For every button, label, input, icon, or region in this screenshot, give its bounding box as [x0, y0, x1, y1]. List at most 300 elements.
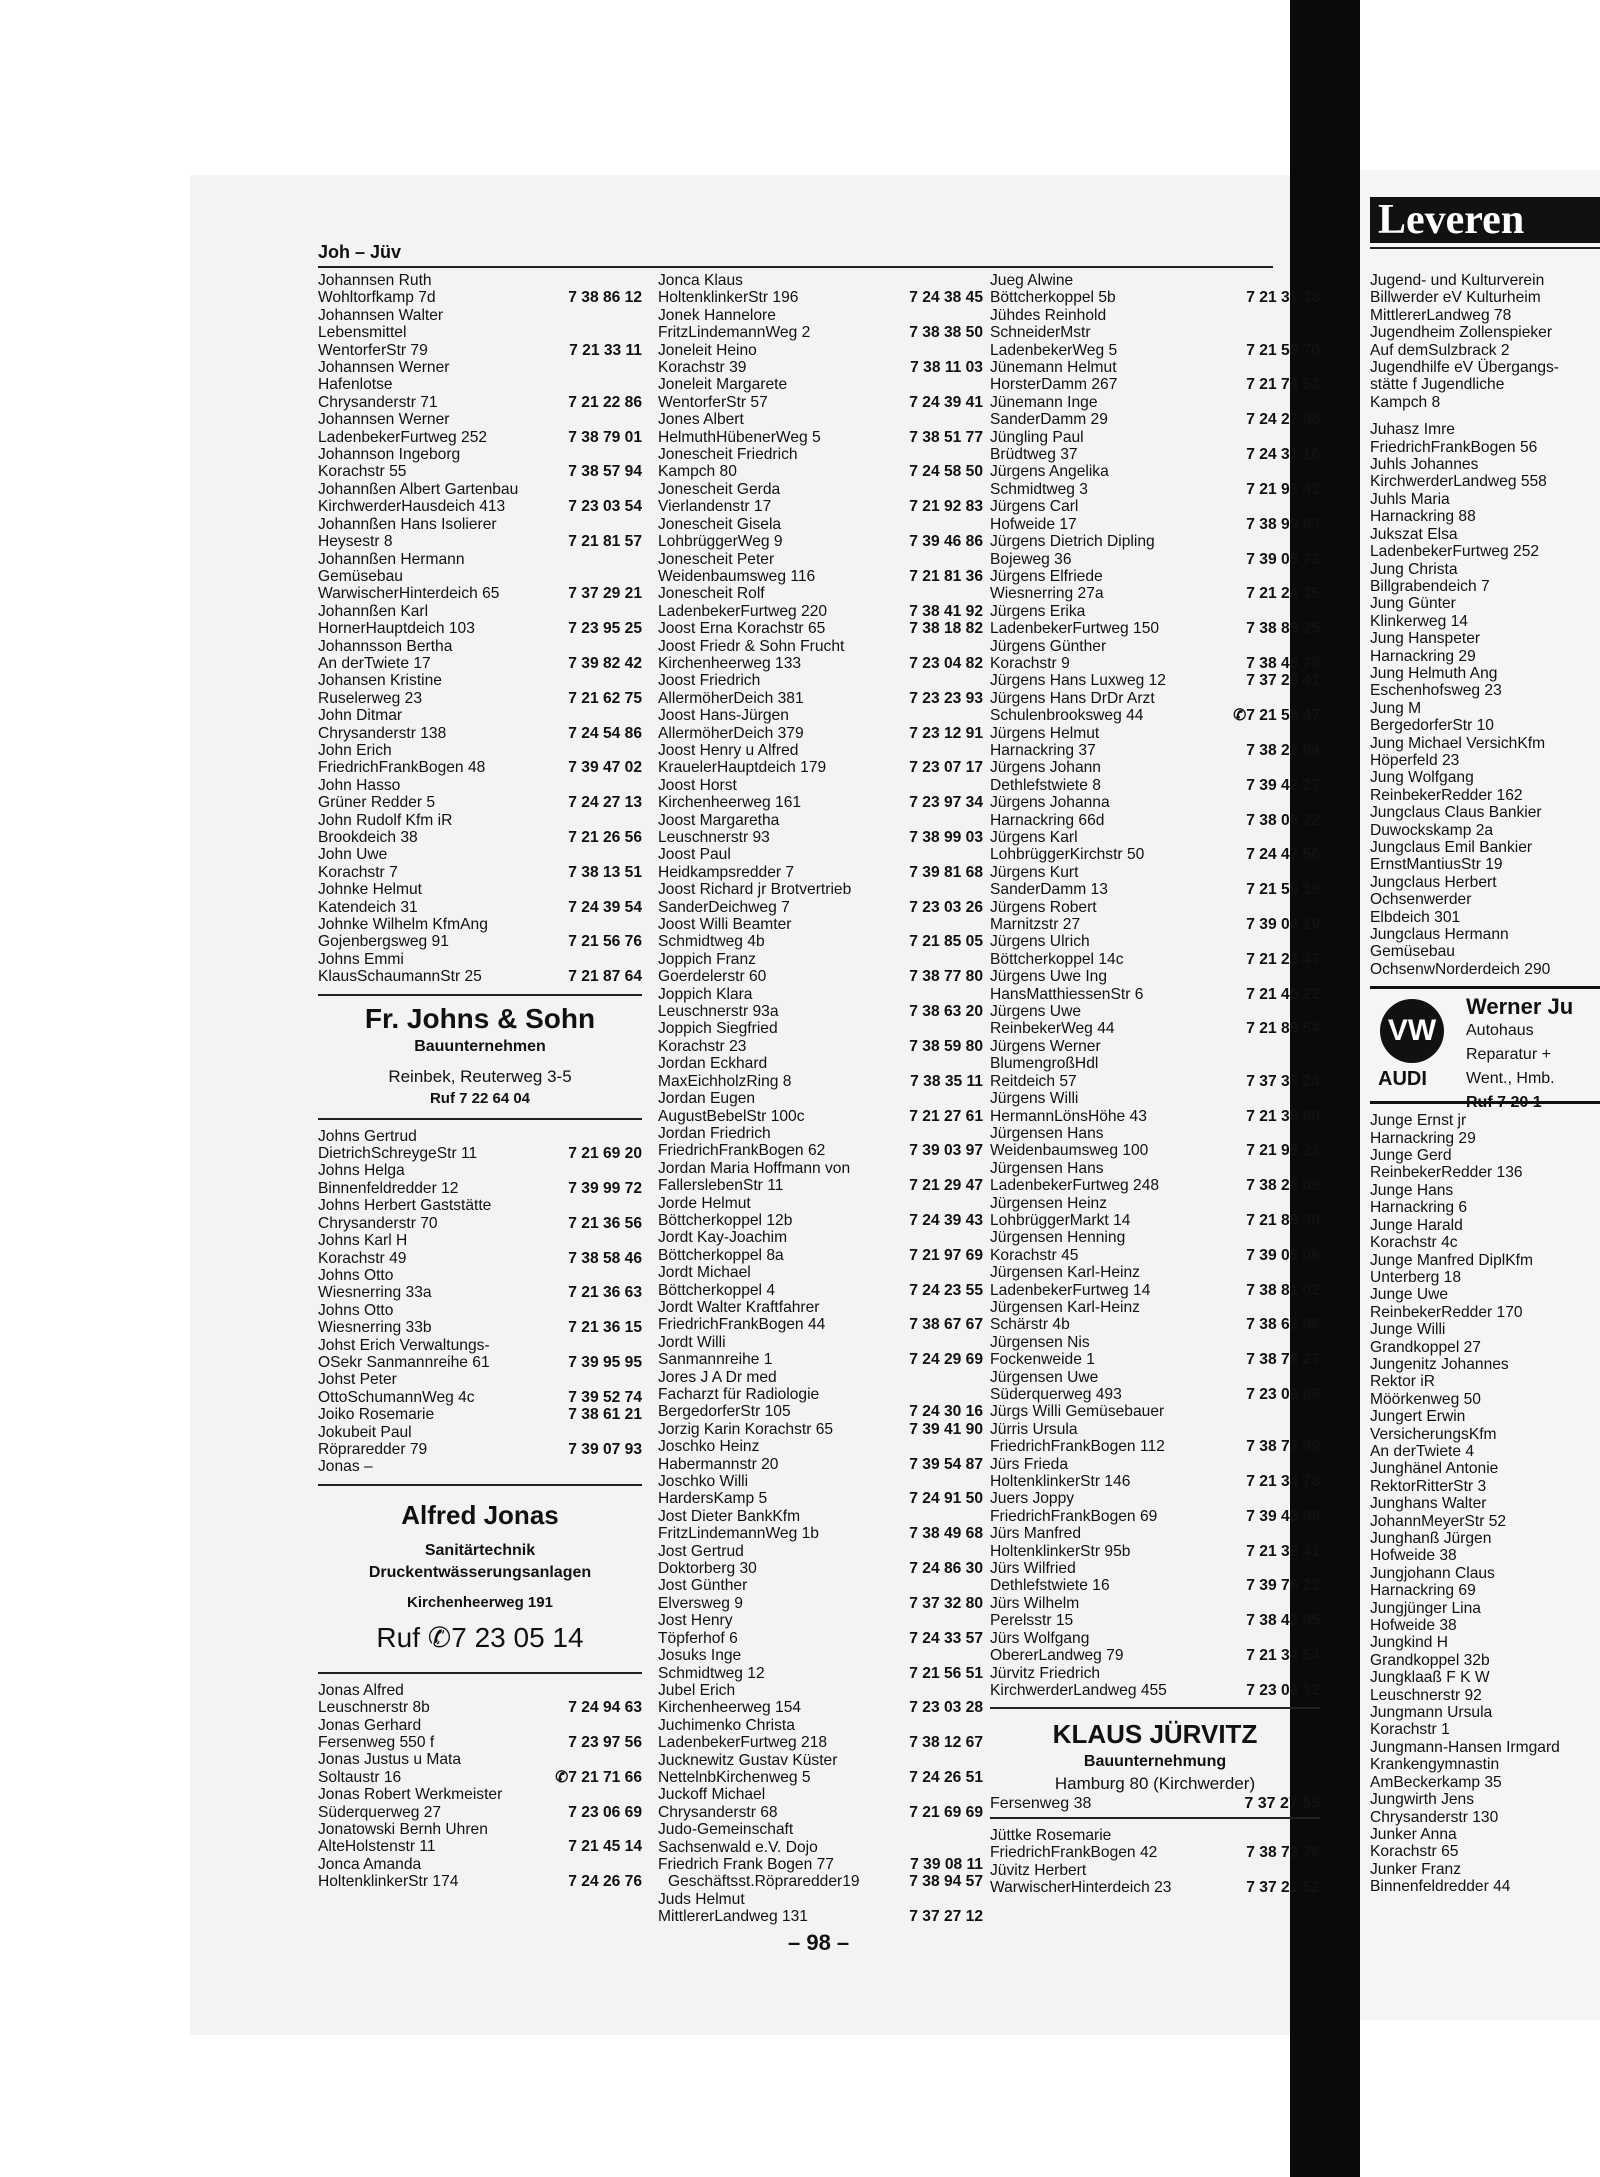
entry-name: Jürgens Werner BlumengroßHdl Reitdeich 57	[990, 1037, 1101, 1090]
entry-name: Jonek Hannelore FritzLindemannWeg 2	[658, 306, 811, 342]
directory-entry: Junge Ernst jr Harnackring 29	[1370, 1112, 1476, 1147]
directory-entry: Jungclaus Herbert Ochsenwerder Elbdeich 301	[1370, 873, 1497, 926]
directory-entry	[990, 1003, 1320, 1038]
entry-name: Johst Peter OttoSchumannWeg 4c	[318, 1371, 475, 1406]
entry-name: Jühdes Reinhold SchneiderMstr LadenbekerWeg 5	[990, 306, 1118, 359]
entry-name: Joppich Franz Goerdelerstr 60	[658, 950, 767, 986]
entry-name: Jürgens Erika LadenbekerFurtweg 150	[990, 602, 1160, 638]
entry-name: Johannsen Werner LadenbekerFurtweg 252	[318, 411, 488, 446]
ad-phone: Ruf ✆7 23 05 14	[376, 1621, 584, 1653]
directory-entry	[990, 1862, 1320, 1897]
entry-phone: 7 38 58 46	[568, 1249, 642, 1267]
entry-name: Joost Paul Heidkampsredder 7	[658, 846, 795, 881]
directory-entry	[990, 272, 1320, 307]
directory-entry: Jungclaus Hermann Gemüsebau OchsenwNorderdeich 290	[1370, 926, 1551, 978]
entry-phone: 7 24 47 56	[1246, 846, 1320, 864]
entry-name: Joost Erna Korachstr 65	[658, 620, 826, 638]
entry-phone: 7 21 81 57	[568, 533, 642, 551]
entry-phone: 7 23 97 56	[568, 1734, 642, 1751]
directory-entry	[990, 1369, 1320, 1404]
entry-phone: 7 24 94 63	[568, 1699, 642, 1717]
entry-name: Jonas –	[318, 1458, 373, 1476]
directory-entry	[318, 1337, 642, 1372]
entry-name: John Hasso Grüner Redder 5	[318, 776, 436, 812]
entry-phone: 7 21 59 19	[1246, 881, 1320, 899]
entry-phone: 7 39 76 22	[1246, 1577, 1320, 1595]
entry-phone: 7 39 47 02	[568, 759, 642, 777]
entry-name: Jürgensen Henning Korachstr 45	[990, 1229, 1126, 1264]
entry-phone: 7 21 49 22	[1246, 985, 1320, 1003]
directory-entry	[658, 1473, 983, 1508]
entry-phone: 7 38 18 82	[909, 620, 983, 638]
directory-entry	[318, 916, 642, 951]
directory-entry	[658, 376, 983, 411]
entry-name: Johst Erich Verwaltungs- OSekr Sanmannreihe 61	[318, 1336, 490, 1371]
directory-entry	[658, 1438, 983, 1473]
directory-entry	[990, 829, 1320, 864]
entry-name: Jürgens Carl Hofweide 17	[990, 498, 1079, 533]
directory-entry	[990, 1827, 1320, 1862]
entry-phone: 7 38 99 03	[909, 829, 983, 846]
vw-logo-icon: VW	[1380, 999, 1444, 1063]
directory-entry	[990, 899, 1320, 934]
entry-name: Jordt Kay-Joachim Böttcherkoppel 8a	[658, 1229, 788, 1264]
directory-entry	[990, 672, 1320, 689]
ad-alfred-jonas	[318, 1484, 642, 1674]
directory-entry	[990, 1403, 1320, 1420]
directory-entry	[990, 429, 1320, 464]
directory-entry	[318, 881, 642, 916]
entry-name: Joost Horst Kirchenheerweg 161	[658, 776, 802, 812]
entry-phone: 7 38 86 12	[568, 289, 642, 307]
entry-phone: 7 21 93 42	[1246, 480, 1320, 498]
entries-c4a	[1370, 272, 1600, 978]
entry-name: John Uwe Korachstr 7	[318, 846, 398, 881]
directory-entry	[990, 1525, 1320, 1560]
directory-entry	[658, 1125, 983, 1160]
entry-phone: 7 24 23 55	[909, 1281, 983, 1299]
directory-entry	[658, 1160, 983, 1195]
entry-name: Jonescheit Rolf LadenbekerFurtweg 220	[658, 585, 828, 620]
directory-entry	[990, 1665, 1320, 1700]
entry-phone: 7 39 52 74	[568, 1388, 642, 1406]
entry-phone: 7 38 79 01	[568, 428, 642, 446]
entry-phone: 7 21 69 69	[909, 1803, 983, 1821]
entry-phone: 7 39 99 72	[568, 1179, 642, 1197]
entry-phone: 7 38 38 50	[909, 324, 983, 342]
entry-phone: 7 39 42 27	[1246, 776, 1320, 794]
entry-phone: 7 21 96 23	[1246, 1142, 1320, 1160]
entry-name: Johannsen Werner Hafenlotse Chrysanderstr 71	[318, 359, 450, 411]
entry-phone: 7 24 86 30	[909, 1560, 983, 1578]
entry-phone: 7 21 36 63	[568, 1284, 642, 1302]
directory-entry: Jung Günter Klinkerweg 14	[1370, 595, 1468, 630]
directory-entry	[318, 1302, 642, 1337]
entry-phone: 7 21 85 05	[909, 933, 983, 951]
entry-name: Jürgensen Hans Weidenbaumsweg 100	[990, 1124, 1149, 1160]
directory-entry	[318, 1821, 642, 1856]
directory-entry	[990, 1334, 1320, 1369]
vw-ad-line3: Went., Hmb.	[1466, 1070, 1555, 1088]
entry-phone: 7 21 59 70	[1246, 341, 1320, 359]
entry-phone: 7 24 27 13	[568, 794, 642, 812]
entry-name: Jürgens Helmut Harnackring 37	[990, 724, 1100, 759]
entry-name: Jürs Wolfgang ObererLandweg 79	[990, 1629, 1124, 1665]
entry-name: Jürgens Karl LohbrüggerKirchstr 50	[990, 829, 1145, 864]
entry-name: Johnke Helmut Katendeich 31	[318, 881, 423, 916]
entry-phone: 7 39 06 06	[1246, 1246, 1320, 1264]
entry-phone: 7 21 87 64	[568, 968, 642, 986]
directory-entry	[658, 846, 983, 881]
entry-phone: 7 39 07 93	[568, 1440, 642, 1458]
entry-phone: 7 24 91 50	[909, 1490, 983, 1508]
directory-entry	[318, 1682, 642, 1717]
entry-name: Jüngling Paul Brüdtweg 37	[990, 428, 1084, 464]
entry-name: Johnke Wilhelm KfmAng Gojenbergsweg 91	[318, 916, 488, 951]
directory-entry: Junghanß Jürgen Hofweide 38	[1370, 1530, 1492, 1565]
right-header-rule	[1370, 247, 1600, 249]
directory-entry	[658, 516, 983, 551]
directory-entry	[990, 725, 1320, 760]
entry-name: Johns Emmi KlausSchaumannStr 25	[318, 950, 482, 986]
directory-entry	[658, 1020, 983, 1055]
ad-sub: Bauunternehmung	[1083, 1753, 1227, 1771]
directory-entry	[658, 1577, 983, 1612]
vw-ad-name: Werner Ju	[1466, 994, 1574, 1020]
directory-entry: Juhasz Imre FriedrichFrankBogen 56	[1370, 421, 1538, 456]
directory-entry: Junge Uwe ReinbekerRedder 170	[1370, 1286, 1523, 1321]
directory-entry	[318, 359, 642, 411]
entries-c4b	[1370, 1112, 1600, 1895]
directory-entry	[990, 1560, 1320, 1595]
entry-name: Jürgensen Nis Fockenweide 1	[990, 1333, 1095, 1369]
entry-name: John Erich FriedrichFrankBogen 48	[318, 741, 486, 777]
entry-phone: 7 38 06 22	[1246, 811, 1320, 829]
directory-entry	[990, 603, 1320, 638]
directory-entry	[318, 1424, 642, 1459]
directory-entry: Jungclaus Emil Bankier ErnstMantiusStr 19	[1370, 839, 1533, 874]
entry-phone: 7 38 42 95	[1246, 1612, 1320, 1630]
entry-phone: 7 38 78 27	[1246, 1351, 1320, 1369]
entry-name: Jokubeit Paul Röpraredder 79	[318, 1423, 428, 1458]
directory-entry: Jugendheim Zollenspieker Auf demSulzbrack 2	[1370, 324, 1553, 359]
directory-entry	[658, 1717, 983, 1752]
directory-entry: Junge Willi Grandkoppel 27	[1370, 1321, 1481, 1356]
entry-name: Jorzig Karin Korachstr 65	[658, 1420, 834, 1438]
entry-name: Jordt Willi Sanmannreihe 1	[658, 1333, 773, 1369]
entries-c1a	[318, 272, 642, 986]
entry-phone: 7 24 39 54	[568, 898, 642, 916]
entry-phone: 7 23 06 69	[568, 1803, 642, 1821]
entry-name: Jürs Frieda HoltenklinkerStr 146	[990, 1455, 1131, 1491]
directory-entry	[990, 1299, 1320, 1334]
directory-entry	[990, 759, 1320, 794]
directory-entry	[658, 1090, 983, 1125]
directory-entry	[990, 1456, 1320, 1491]
entry-phone: 7 38 63 20	[909, 1003, 983, 1021]
entry-phone: 7 39 04 19	[1246, 916, 1320, 934]
entry-name: Jones Albert HelmuthHübenerWeg 5	[658, 411, 821, 446]
entry-name: Jubel Erich Kirchenheerweg 154	[658, 1681, 802, 1717]
entry-phone: 7 39 03 97	[909, 1142, 983, 1160]
directory-entry	[658, 1786, 983, 1821]
directory-entry	[318, 272, 642, 307]
entry-phone: 7 23 12 91	[909, 724, 983, 742]
entry-phone: 7 21 45 14	[568, 1838, 642, 1856]
entry-name: Jürgens Angelika Schmidtweg 3	[990, 463, 1109, 498]
entry-phone: 7 24 27 96	[1246, 411, 1320, 429]
entry-name: Jordan Eckhard MaxEichholzRing 8	[658, 1055, 792, 1090]
entry-phone: 7 38 12 67	[909, 1734, 983, 1752]
directory-entry	[658, 672, 983, 707]
entry-phone: 7 21 22 86	[568, 393, 642, 411]
entry-phone: 7 39 95 95	[568, 1353, 642, 1371]
directory-entry: Jung M BergedorferStr 10	[1370, 699, 1494, 735]
entry-phone: 7 24 54 86	[568, 724, 642, 742]
directory-entry: Jungklaaß F K W Leuschnerstr 92	[1370, 1669, 1490, 1704]
entry-phone: 7 39 46 86	[909, 533, 983, 551]
entry-phone: 7 39 82 42	[568, 654, 642, 672]
entry-name: Jonca Klaus HoltenklinkerStr 196	[658, 272, 799, 307]
entry-spacer	[1370, 411, 1600, 421]
entry-phone: 7 21 24 35	[1246, 585, 1320, 603]
directory-entry	[318, 1717, 642, 1752]
entry-name: Jonas Robert Werkmeister Süderquerweg 27	[318, 1786, 503, 1821]
running-head: Joh – Jüv	[318, 242, 402, 262]
directory-entry: Jung Hanspeter Harnackring 29	[1370, 630, 1481, 665]
directory-entry	[658, 1543, 983, 1578]
entry-phone: 7 23 07 17	[909, 759, 983, 777]
directory-entry: Jungmann-Hansen Irmgard Krankengymnastin AmBeckerkamp 35	[1370, 1738, 1560, 1791]
entry-name: Jueg Alwine Böttcherkoppel 5b	[990, 272, 1116, 307]
directory-entry	[318, 1751, 642, 1786]
entry-name: Johannsen Ruth Wohltorfkamp 7d	[318, 272, 436, 307]
entry-phone: 7 21 81 36	[909, 567, 983, 585]
ad-addr: Kirchenheerweg 191	[407, 1593, 553, 1611]
directory-entry: Jung Helmuth Ang Eschenhofsweg 23	[1370, 664, 1502, 700]
audi-logo: AUDI	[1378, 1068, 1427, 1091]
entry-phone: 7 38 67 67	[909, 1316, 983, 1334]
entries-c1c	[318, 1682, 642, 1891]
directory-entry	[990, 1090, 1320, 1125]
entry-phone: 7 21 27 61	[909, 1107, 983, 1125]
entry-phone: 7 21 69 20	[568, 1145, 642, 1163]
entry-name: Joost Willi Beamter Schmidtweg 4b	[658, 916, 792, 951]
directory-entry	[658, 951, 983, 986]
directory-entry	[658, 1055, 983, 1090]
column-4	[1370, 272, 1600, 1896]
entry-phone: 7 37 21 52	[1246, 1878, 1320, 1896]
page-number: – 98 –	[788, 1930, 850, 1955]
directory-entry	[990, 1595, 1320, 1630]
directory-entry	[318, 1232, 642, 1267]
entry-name: Joschko Willi HardersKamp 5	[658, 1473, 768, 1508]
directory-entry	[318, 846, 642, 881]
entry-phone: 7 38 99 83	[1246, 515, 1320, 533]
entries-c3b	[990, 1827, 1320, 1897]
entry-name: Johannßen Hans Isolierer Heysestr 8	[318, 515, 497, 551]
directory-entry: Junker Franz Binnenfeldredder 44	[1370, 1860, 1511, 1896]
entry-name: Jucknewitz Gustav Küster NettelnbKirchenweg 5	[658, 1751, 838, 1786]
directory-entry: Jungwirth Jens Chrysanderstr 130	[1370, 1791, 1499, 1826]
entry-phone: 7 23 23 93	[909, 689, 983, 707]
entry-name: Jonescheit Friedrich Kampch 80	[658, 446, 798, 481]
directory-entry: Jungjünger Lina Hofweide 38	[1370, 1599, 1481, 1635]
directory-entry	[318, 411, 642, 446]
entry-phone: 7 24 33 57	[909, 1629, 983, 1647]
entry-phone: 7 21 88 54	[1246, 1020, 1320, 1038]
entry-phone: ✆7 21 71 66	[555, 1768, 642, 1786]
entry-phone: 7 21 34 78	[1246, 1473, 1320, 1491]
entry-phone: 7 23 09 86	[1246, 1386, 1320, 1403]
entry-phone: 7 21 92 83	[909, 498, 983, 516]
entries-c1b	[318, 1128, 642, 1476]
directory-entry	[658, 1229, 983, 1264]
directory-entry	[318, 516, 642, 551]
directory-entry	[318, 1162, 642, 1197]
directory-entry	[990, 1160, 1320, 1195]
ad-street-line	[990, 1795, 1320, 1812]
directory-entry: Junghänel Antonie RektorRitterStr 3	[1370, 1460, 1499, 1495]
directory-entry	[658, 1612, 983, 1647]
directory-entry	[990, 533, 1320, 568]
directory-entry	[658, 1264, 983, 1299]
entry-phone: 7 21 39 41	[1246, 1542, 1320, 1560]
directory-entry	[318, 1458, 642, 1475]
entry-phone: 7 38 49 68	[909, 1525, 983, 1543]
entry-phone: 7 38 13 51	[568, 863, 642, 881]
directory-entry	[318, 707, 642, 742]
entries-c3a	[990, 272, 1320, 1699]
entry-name: Jürgensen Hans LadenbekerFurtweg 248	[990, 1159, 1160, 1195]
directory-entry	[990, 933, 1320, 968]
directory-entry	[658, 777, 983, 812]
directory-entry: Jugendhilfe eV Übergangs- stätte f Jugendliche Kampch 8	[1370, 359, 1559, 411]
entry-phone: 7 38 48 78	[1246, 654, 1320, 672]
entry-name: Joost Friedrich AllermöherDeich 381	[658, 672, 804, 707]
entry-phone: 7 21 23 47	[1246, 950, 1320, 968]
entry-name: Joost Hans-Jürgen AllermöherDeich 379	[658, 707, 804, 742]
entry-name: Johns Karl H Korachstr 49	[318, 1232, 408, 1267]
entry-name: Johannsson Bertha An derTwiete 17	[318, 637, 453, 672]
directory-entry: Junge Gerd ReinbekerRedder 136	[1370, 1147, 1523, 1182]
entry-name: Jürgens Johann Dethlefstwiete 8	[990, 759, 1101, 794]
directory-entry	[990, 690, 1320, 725]
vw-ad-text	[1466, 995, 1573, 1115]
entry-name: Judo-Gemeinschaft Sachsenwald e.V. Dojo Friedrich Frank Bogen 77	[658, 1821, 834, 1873]
entry-name: Jürgs Willi Gemüsebauer	[990, 1403, 1165, 1421]
entry-name: Juds Helmut MittlererLandweg 131	[658, 1890, 808, 1926]
directory-entry	[318, 1856, 642, 1891]
entry-phone: 7 39 08 73	[1246, 550, 1320, 568]
entry-name: Jonas Gerhard Fersenweg 550 f	[318, 1716, 435, 1751]
entry-phone: 7 38 77 80	[909, 968, 983, 986]
entry-phone: 7 38 61 21	[568, 1406, 642, 1424]
directory-entry	[658, 342, 983, 377]
directory-entry	[658, 742, 983, 777]
entry-name: Jürgens Dietrich Dipling Bojeweg 36	[990, 533, 1155, 568]
entry-name: Johannsen Walter Lebensmittel WentorferStr 79	[318, 306, 444, 359]
directory-entry	[990, 1630, 1320, 1665]
column-2	[658, 272, 983, 1926]
entry-phone: 7 21 97 69	[909, 1246, 983, 1264]
entry-name: Jürgens Günther Korachstr 9	[990, 637, 1107, 672]
directory-entry	[658, 446, 983, 481]
directory-entry	[318, 1128, 642, 1163]
entry-name: Jüttke Rosemarie FriedrichFrankBogen 42	[990, 1826, 1158, 1862]
directory-entry	[658, 1752, 983, 1787]
directory-entry	[658, 881, 983, 916]
entry-name: Jorde Helmut Böttcherkoppel 12b	[658, 1194, 793, 1229]
entry-phone: 7 39 43 98	[1246, 1507, 1320, 1525]
entry-phone: 7 23 03 26	[909, 898, 983, 916]
directory-entry	[990, 498, 1320, 533]
directory-entry	[658, 638, 983, 673]
ad-name: KLAUS JÜRVITZ	[1052, 1719, 1258, 1750]
entry-phone: 7 38 72 49	[1246, 1438, 1320, 1456]
entry-phone: 7 24 29 69	[909, 1351, 983, 1369]
entry-name: Jürgens Willi HermannLönsHöhe 43	[990, 1090, 1147, 1125]
ad-sub2: Druckentwässerungsanlagen	[368, 1563, 592, 1581]
ad-name: Fr. Johns & Sohn	[364, 1002, 596, 1034]
ad-street: Fersenweg 38	[990, 1795, 1092, 1813]
entry-phone: 7 21 33 11	[569, 341, 642, 359]
entry-name: Johannßen Karl HornerHauptdeich 103	[318, 602, 475, 638]
directory-entry	[658, 916, 983, 951]
entry-name: Joost Henry u Alfred KrauelerHauptdeich 179	[658, 741, 827, 777]
entry-name: John Rudolf Kfm iR Brookdeich 38	[318, 811, 453, 846]
directory-entry	[658, 1369, 983, 1421]
entry-name: Juers Joppy FriedrichFrankBogen 69	[990, 1490, 1158, 1525]
directory-entry	[990, 1229, 1320, 1264]
ad-addr: Hamburg 80 (Kirchwerder)	[1054, 1774, 1256, 1794]
ad-phone: Ruf 7 22 64 04	[429, 1089, 531, 1107]
directory-entry	[658, 986, 983, 1021]
directory-entry	[990, 568, 1320, 603]
directory-entry	[990, 307, 1320, 359]
entry-phone: 7 39 54 87	[909, 1455, 983, 1473]
entry-name: Jürgens Uwe ReinbekerWeg 44	[990, 1003, 1115, 1038]
directory-entry: Jungert Erwin VersicherungsKfm An derTwiete 4	[1370, 1408, 1497, 1460]
entry-phone: 7 21 34 54	[1246, 1647, 1320, 1665]
vw-ad-line1: Autohaus	[1466, 1022, 1534, 1040]
vw-ad-line4: Ruf 7 20 1	[1466, 1094, 1542, 1112]
entry-phone: 7 21 88 30	[1246, 1211, 1320, 1229]
directory-entry: Jung Christa Billgrabendeich 7	[1370, 560, 1490, 595]
entry-name: Jonatowski Bernh Uhren AlteHolstenstr 11	[318, 1821, 488, 1856]
entry-phone: 7 37 29 41	[1246, 672, 1320, 690]
entry-name: Johns Otto Wiesnerring 33b	[318, 1301, 432, 1337]
entry-name: Johansen Kristine Ruselerweg 23	[318, 672, 442, 707]
entry-name: Jonas Alfred Leuschnerstr 8b	[318, 1681, 430, 1717]
directory-entry: Jungkind H Grandkoppel 32b	[1370, 1634, 1490, 1669]
entry-name: Joneleit Margarete WentorferStr 57	[658, 376, 788, 411]
entry-phone: 7 38 57 94	[568, 463, 642, 481]
entry-phone: 7 38 81 02	[1246, 1281, 1320, 1299]
directory-entry	[658, 812, 983, 847]
directory-entry	[318, 307, 642, 359]
entry-name: Jost Günther Elversweg 9	[658, 1577, 748, 1612]
directory-entry	[318, 481, 642, 516]
directory-entry	[318, 742, 642, 777]
entry-name: Johannson Ingeborg Korachstr 55	[318, 446, 461, 481]
directory-entry	[990, 1038, 1320, 1090]
directory-entry	[318, 777, 642, 812]
entry-phone: 7 21 36 56	[568, 1214, 642, 1232]
entry-name: Jünemann Helmut HorsterDamm 267	[990, 359, 1118, 394]
entry-name: Jürgens Johanna Harnackring 66d	[990, 794, 1110, 829]
directory-entry	[318, 951, 642, 986]
